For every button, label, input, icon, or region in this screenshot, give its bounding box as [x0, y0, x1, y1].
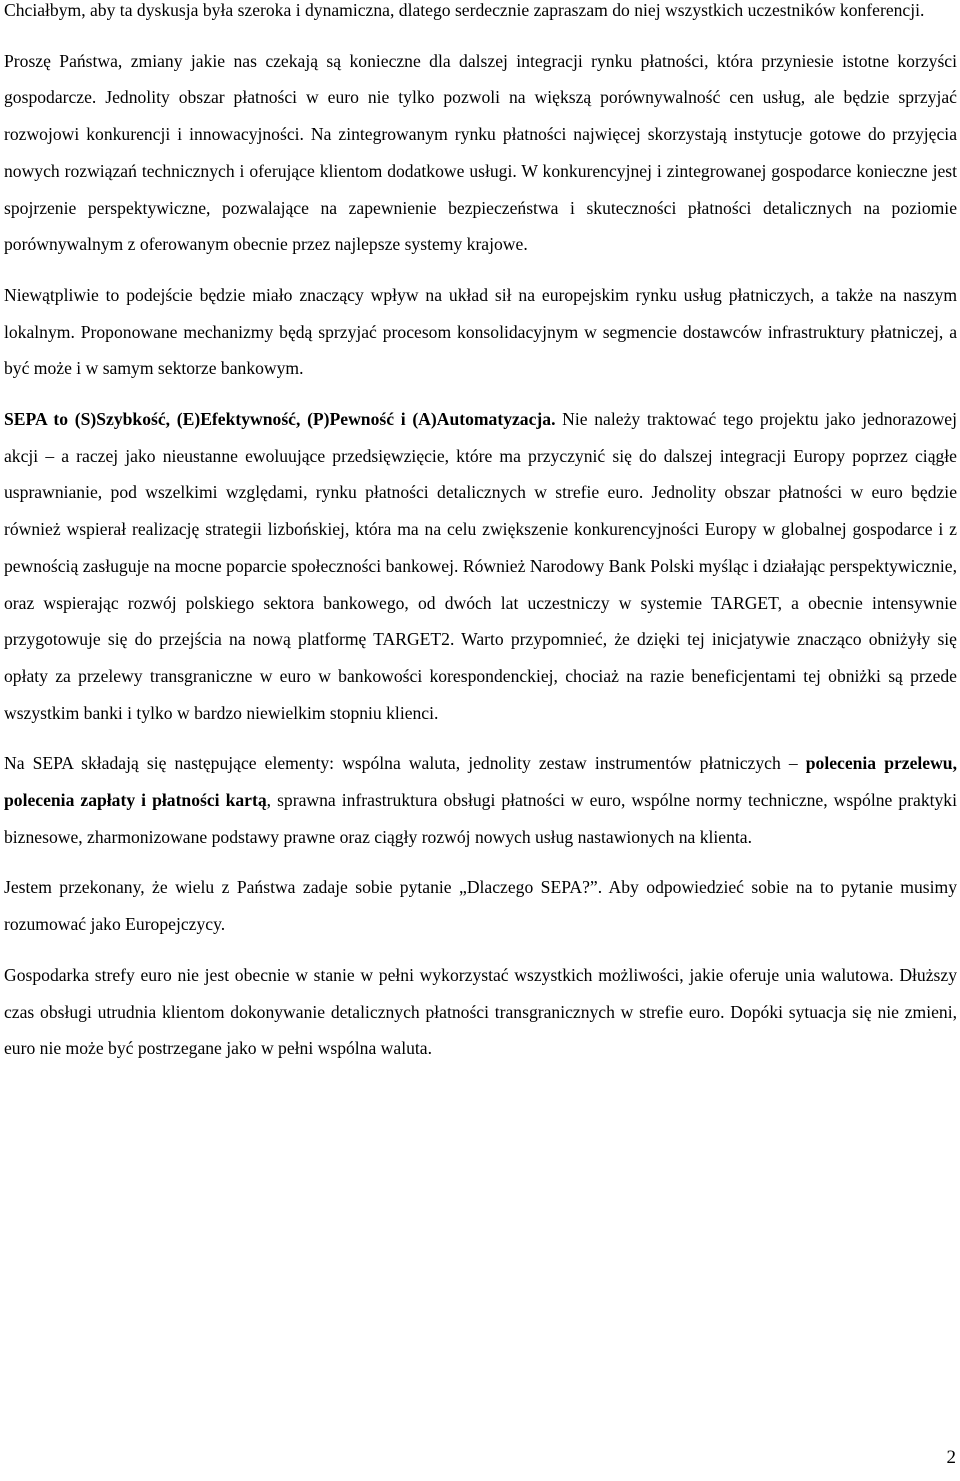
- paragraph-6: [4, 869, 957, 942]
- paragraph-text: , sprawna infrastruktura obsługi płatności w euro, wspólne normy techniczne, wspólne praktyki biznesowe, zharmonizowane podstawy prawne oraz ciągły rozwój nowych usług nastawionych na klienta.: [4, 790, 957, 847]
- paragraph-4: [4, 401, 957, 731]
- paragraph-2: [4, 43, 957, 263]
- paragraph-text: Na SEPA składają się następujące elementy: wspólna waluta, jednolity zestaw instrumentów płatniczych –: [4, 753, 806, 774]
- paragraph-text: Niewątpliwie to podejście będzie miało znaczący wpływ na układ sił na europejskim rynku usług płatniczych, a także na naszym lokalnym. Proponowane mechanizmy będą sprzyjać procesom konsolidacyjnym w segmencie dostawców infrastruktury płatniczej, a być może i w samym sektorze bankowym.: [4, 284, 957, 379]
- paragraph-text: Nie należy traktować tego projektu jako jednorazowej akcji – a raczej jako nieustanne ewoluujące przedsięwzięcie, które ma przyczynić się do dalszej integracji Europy poprzez ciągłe usprawnianie, pod wszelkimi względami, rynku płatności detalicznych w strefie euro. Jednolity obszar płatności w euro będzie również wspierał realizację strategii lizbońskiej, która ma na celu zwiększenie konkurencyjności Europy w globalnej gospodarce i z pewnością zasługuje na mocne poparcie społeczności bankowej. Również Narodowy Bank Polski myśląc i działając perspektywicznie, oraz wspierając rozwój polskiego sektora bankowego, od dwóch lat uczestniczy w systemie TARGET, a obecnie intensywnie przygotowuje się do przejścia na nową platformę TARGET2. Warto przypomnieć, że dzięki tej inicjatywie znacząco obniżyły się opłaty za przelewy transgraniczne w euro w bankowości korespondenckiej, chociaż na razie beneficjentami tej obniżki są przede wszystkim banki i tylko w bardzo niewielkim stopniu klienci.: [4, 409, 957, 723]
- document-body: [4, 0, 957, 1081]
- paragraph-5: [4, 745, 957, 855]
- paragraph-3: [4, 277, 957, 387]
- paragraph-text: Gospodarka strefy euro nie jest obecnie w stanie w pełni wykorzystać wszystkich możliwości, jakie oferuje unia walutowa. Dłuższy czas obsługi utrudnia klientom dokonywanie detalicznych płatności transgranicznych w strefie euro. Dopóki sytuacja się nie zmieni, euro nie może być postrzegane jako w pełni wspólna waluta.: [4, 964, 957, 1059]
- paragraph-text: Proszę Państwa, zmiany jakie nas czekają są konieczne dla dalszej integracji rynku płatności, która przyniesie istotne korzyści gospodarcze. Jednolity obszar płatności w euro nie tylko pozwoli na większą porównywalność cen usług, ale będzie sprzyjać rozwojowi konkurencji i innowacyjności. Na zintegrowanym rynku płatności najwięcej skorzystają instytucje gotowe do przyjęcia nowych rozwiązań technicznych i oferujące klientom dodatkowe usługi. W konkurencyjnej i zintegrowanej gospodarce konieczne jest spojrzenie perspektywiczne, pozwalające na zapewnienie bezpieczeństwa i skuteczności płatności detalicznych na poziomie porównywalnym z oferowanym obecnie przez najlepsze systemy krajowe.: [4, 50, 957, 255]
- paragraph-7: [4, 957, 957, 1067]
- page-number: 2: [946, 1447, 956, 1468]
- sepa-definition-bold: SEPA to (S)Szybkość, (E)Efektywność, (P)Pewność i (A)Automatyzacja.: [4, 409, 556, 430]
- paragraph-text: Chciałbym, aby ta dyskusja była szeroka i dynamiczna, dlatego serdecznie zapraszam do niej wszystkich uczestników konferencji.: [4, 0, 925, 20]
- paragraph-1: [4, 0, 957, 29]
- payment-instruments-bold: polecenia przelewu, polecenia zapłaty i płatności kartą: [4, 753, 957, 811]
- paragraph-text: Jestem przekonany, że wielu z Państwa zadaje sobie pytanie „Dlaczego SEPA?”. Aby odpowiedzieć sobie na to pytanie musimy rozumować jako Europejczycy.: [4, 877, 957, 935]
